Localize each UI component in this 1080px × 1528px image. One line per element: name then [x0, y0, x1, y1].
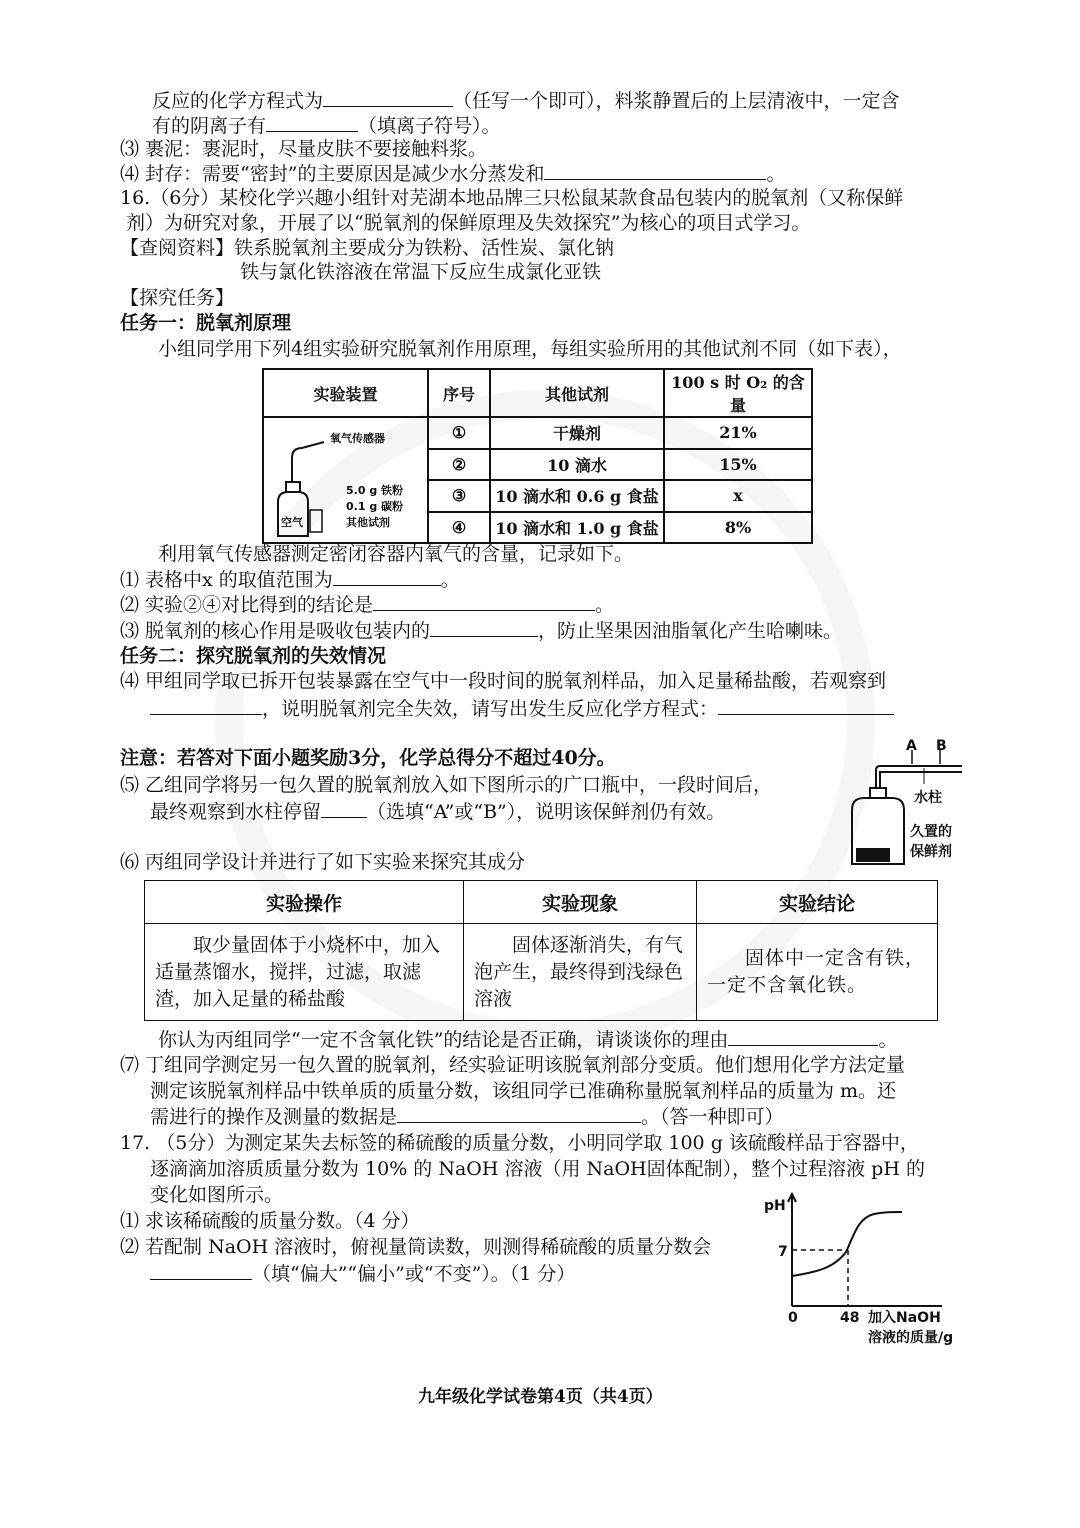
- row-number: ③: [428, 480, 490, 512]
- answer-blank[interactable]: [544, 161, 766, 180]
- header-cell: 100 s 时 O₂ 的含量: [664, 369, 812, 417]
- conclusion-cell: 固体中一定含有铁，一定不含氧化铁。: [697, 924, 938, 1021]
- task-2-title: 任务二：探究脱氧剂的失效情况: [120, 645, 387, 667]
- apparatus-cell: [263, 417, 428, 543]
- q17-part-1: ⑴ 求该稀硫酸的质量分数。（4 分）: [120, 1210, 420, 1232]
- after-table-text: 利用氧气传感器测定密闭容器内氧气的含量，记录如下。: [158, 543, 634, 565]
- line-2: 有的阴离子有 （填离子符号）。: [152, 115, 501, 137]
- q16-line-2: 剂）为研究对象，开展了以“脱氧剂的保鲜原理及失效探究”为核心的项目式学习。: [126, 212, 811, 234]
- q7-line-1: ⑺ 丁组同学测定另一包久置的脱氧剂，经实验证明该脱氧剂部分变质。他们想用化学方法定量: [120, 1054, 906, 1076]
- y-tick-label: 7: [778, 1244, 788, 1260]
- line-4: ⑷ 封存：需要“密封”的主要原因是减少水分蒸发和 。: [120, 163, 786, 185]
- header-cell: 实验装置: [263, 369, 428, 417]
- row-o2: 21%: [664, 417, 812, 449]
- table-row: [145, 924, 938, 1021]
- mark-b-label: B: [936, 738, 947, 754]
- header-cell: 序号: [428, 369, 490, 417]
- q16-line-1: 16.（6分）某校化学兴趣小组针对芜湖本地品牌三只松鼠某款食品包装内的脱氧剂（又称保鲜: [120, 187, 904, 209]
- q2-line: ⑵ 实验②④对比得到的结论是 。: [120, 594, 615, 616]
- origin-label: 0: [788, 1310, 798, 1326]
- q17-line-2: 逐滴滴加溶质质量分数为 10% 的 NaOH 溶液（用 NaOH固体配制），整个过程溶液 pH 的: [150, 1158, 925, 1180]
- row-o2: x: [664, 480, 812, 512]
- water-column-label: 水柱: [914, 790, 942, 806]
- experiment-table-1: [262, 368, 813, 544]
- header-cell: 实验现象: [464, 881, 697, 924]
- header-cell: 其他试剂: [490, 369, 664, 417]
- row-number: ②: [428, 449, 490, 481]
- bottle-diagram: [844, 736, 974, 868]
- row-o2: 15%: [664, 449, 812, 481]
- answer-blank[interactable]: [718, 696, 894, 715]
- carbon-label: 0.1 g 碳粉: [346, 500, 404, 513]
- reagent-label: 其他试剂: [346, 516, 390, 529]
- q17-line-3: 变化如图所示。: [150, 1184, 284, 1206]
- table-header-row: [263, 369, 812, 417]
- x-axis-label-1: 加入NaOH: [868, 1310, 941, 1326]
- task-1-intro: 小组同学用下列4组实验研究脱氧剂作用原理，每组实验所用的其他试剂不同（如下表），: [158, 338, 902, 360]
- q17-part-2b: （填“偏大”“偏小”或“不变”）。（1 分）: [150, 1261, 575, 1286]
- q7-line-3: 需进行的操作及测量的数据是 。（答一种即可）: [150, 1106, 784, 1128]
- iron-label: 5.0 g 铁粉: [346, 484, 404, 497]
- row-reagent: 10 滴水: [490, 449, 664, 481]
- q17-part-2: ⑵ 若配制 NaOH 溶液时，俯视量筒读数，则测得稀硫酸的质量分数会: [120, 1236, 712, 1258]
- answer-blank[interactable]: [150, 1261, 252, 1280]
- q17-line-1: 17. （5分）为测定某失去标签的稀硫酸的质量分数，小明同学取 100 g 该硫酸样品于容器中，: [120, 1132, 919, 1154]
- q5-line-2: 最终观察到水柱停留 （选填“A”或“B”），说明该保鲜剂仍有效。: [150, 801, 726, 823]
- q4-line-1: ⑷ 甲组同学取已拆开包装暴露在空气中一段时间的脱氧剂样品，加入足量稀盐酸，若观察到: [120, 670, 887, 692]
- line-3: ⑶ 裹泥：裹泥时，尽量皮肤不要接触料浆。: [120, 138, 488, 160]
- answer-blank[interactable]: [397, 1104, 641, 1123]
- line-1: 反应的化学方程式为 （任写一个即可），料浆静置后的上层清液中，一定含: [152, 90, 900, 112]
- answer-blank[interactable]: [323, 88, 453, 107]
- air-label: 空气: [281, 516, 303, 529]
- operation-cell: 取少量固体于小烧杯中，加入适量蒸馏水，搅拌，过滤，取滤渣，加入足量的稀盐酸: [145, 924, 464, 1021]
- sensor-label: 氧气传感器: [330, 432, 385, 445]
- agent-label-1: 久置的: [910, 824, 952, 840]
- answer-blank[interactable]: [373, 592, 595, 611]
- answer-blank[interactable]: [728, 1027, 878, 1046]
- q4-line-2: ，说明脱氧剂完全失效，请写出发生反应化学方程式：: [150, 696, 894, 721]
- reference-line-1: 【查阅资料】铁系脱氧剂主要成分为铁粉、活性炭、氯化钠: [120, 237, 615, 259]
- ph-curve: [792, 1212, 902, 1276]
- experiment-table-2: [144, 880, 938, 1021]
- agent-label-2: 保鲜剂: [910, 844, 952, 860]
- ph-graph: [762, 1190, 972, 1350]
- apparatus-diagram: [264, 418, 427, 542]
- phenomenon-cell: 固体逐渐消失，有气泡产生，最终得到浅绿色溶液: [464, 924, 697, 1021]
- x-tick-label: 48: [840, 1310, 860, 1326]
- table-row: [263, 417, 812, 449]
- answer-blank[interactable]: [150, 696, 262, 715]
- answer-blank[interactable]: [430, 618, 538, 637]
- answer-blank[interactable]: [321, 799, 367, 818]
- q7-line-2: 测定该脱氧剂样品中铁单质的质量分数，该组同学已准确称量脱氧剂样品的质量为 m。还: [150, 1080, 897, 1102]
- q6-line: ⑹ 丙组同学设计并进行了如下实验来探究其成分: [120, 851, 526, 873]
- page-footer: 九年级化学试卷第4页（共4页）: [418, 1387, 663, 1407]
- x-axis-label-2: 溶液的质量/g: [868, 1330, 954, 1346]
- header-cell: 实验操作: [145, 881, 464, 924]
- q1-line: ⑴ 表格中x 的取值范围为 。: [120, 569, 460, 591]
- answer-blank[interactable]: [266, 113, 358, 132]
- answer-blank[interactable]: [333, 567, 441, 586]
- row-reagent: 10 滴水和 1.0 g 食盐: [490, 512, 664, 544]
- task-1-title: 任务一：脱氧剂原理: [120, 312, 292, 334]
- row-o2: 8%: [664, 512, 812, 544]
- header-cell: 实验结论: [697, 881, 938, 924]
- table-header-row: [145, 881, 938, 924]
- row-reagent: 干燥剂: [490, 417, 664, 449]
- row-number: ④: [428, 512, 490, 544]
- row-reagent: 10 滴水和 0.6 g 食盐: [490, 480, 664, 512]
- q6-followup: 你认为丙组同学“一定不含氧化铁”的结论是否正确，请谈谈你的理由 。: [158, 1029, 898, 1051]
- y-axis-label: pH: [764, 1198, 786, 1214]
- mark-a-label: A: [906, 738, 917, 754]
- q5-line-1: ⑸ 乙组同学将另一包久置的脱氧剂放入如下图所示的广口瓶中，一段时间后，: [120, 774, 773, 796]
- reference-line-2: 铁与氯化铁溶液在常温下反应生成氯化亚铁: [240, 261, 602, 283]
- bonus-note: 注意：若答对下面小题奖励3分，化学总得分不超过40分。: [120, 747, 616, 769]
- q3-line: ⑶ 脱氧剂的核心作用是吸收包装内的 ，防止坚果因油脂氧化产生哈喇味。: [120, 620, 843, 642]
- row-number: ①: [428, 417, 490, 449]
- task-heading: 【探究任务】: [120, 287, 235, 309]
